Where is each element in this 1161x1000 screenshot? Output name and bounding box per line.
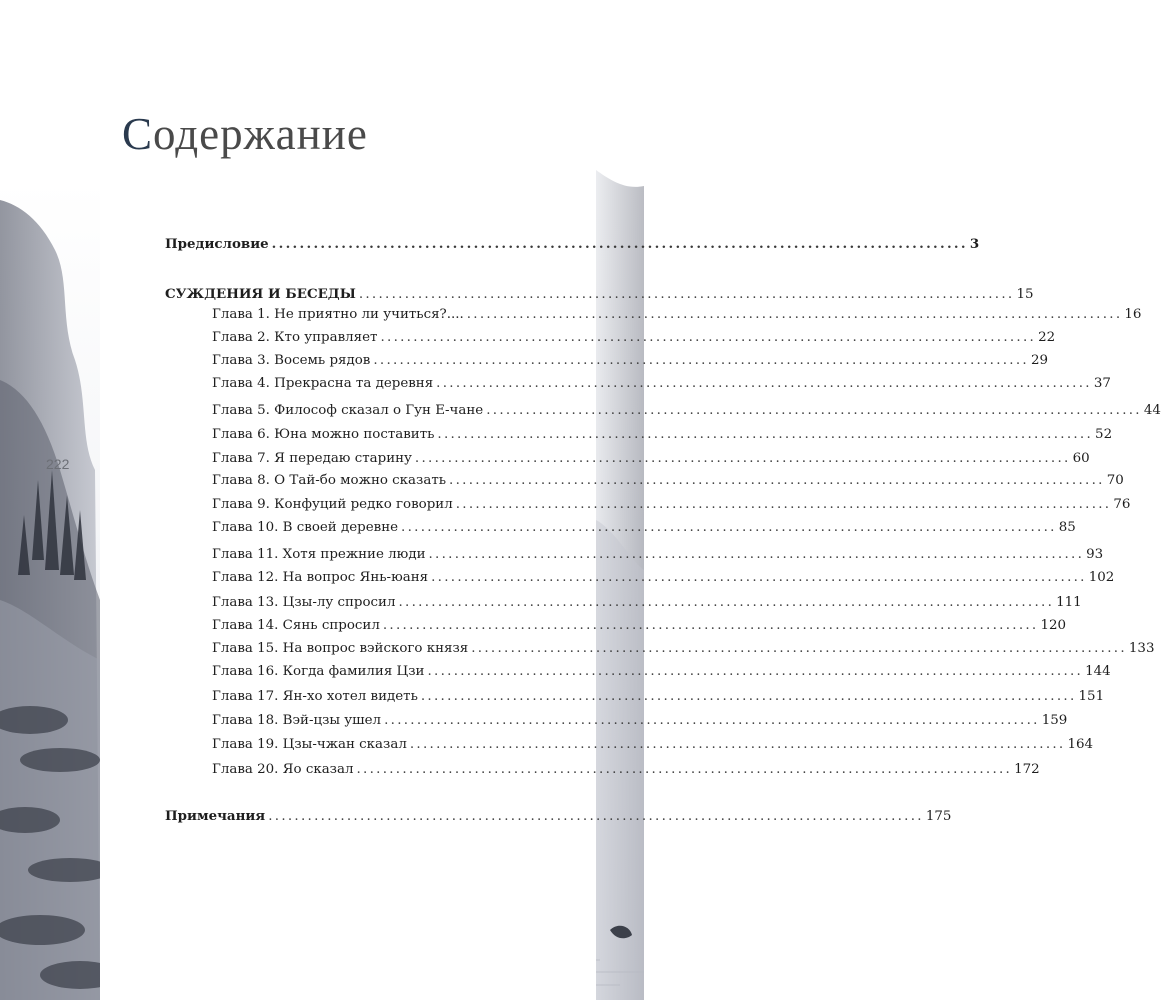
toc-entry-page: 37	[1093, 376, 1111, 391]
title-rest: одержание	[153, 109, 368, 159]
toc-entry-page: 52	[1095, 427, 1113, 442]
toc-entry-page: 3	[969, 236, 980, 252]
dot-leader: ....................................................................................................	[401, 520, 1057, 535]
toc-chapter-entry[interactable]	[212, 373, 1111, 395]
toc-chapter-entry[interactable]	[212, 470, 1124, 492]
toc-entry-page: 22	[1038, 330, 1056, 345]
toc-chapter-entry[interactable]	[212, 327, 1056, 349]
toc-entry-label: Глава 16. Когда фамилия Цзи	[212, 664, 425, 679]
toc-entry-page: 133	[1128, 641, 1155, 656]
toc-chapter-entry[interactable]	[212, 400, 1161, 422]
dot-leader: ....................................................................................................	[431, 570, 1087, 585]
dot-leader: ....................................................................................................	[373, 353, 1029, 368]
toc-entry-page: 16	[1124, 307, 1142, 322]
toc-entry-label: Глава 19. Цзы-чжан сказал	[212, 737, 407, 752]
toc-entry-page: 144	[1085, 664, 1111, 679]
page-number: 222	[46, 456, 70, 472]
toc-chapter-entry[interactable]	[212, 734, 1094, 756]
dot-leader: ....................................................................................................	[409, 737, 1066, 752]
toc-entry-label: Глава 2. Кто управляет	[212, 330, 378, 345]
toc-entry-page: 159	[1041, 713, 1068, 728]
toc-entry-page: 175	[925, 809, 952, 824]
toc-entry-label: Глава 3. Восемь рядов	[212, 353, 371, 368]
toc-entry-label: Глава 9. Конфуций редко говорил	[212, 497, 453, 512]
toc-entry-label: Глава 6. Юна можно поставить	[212, 427, 435, 442]
toc-entry-page: 164	[1067, 737, 1094, 752]
toc-chapter-entry[interactable]	[212, 661, 1111, 683]
toc-chapter-entry[interactable]	[212, 638, 1155, 660]
toc-entry-label: Глава 8. О Тай-бо можно сказать	[212, 473, 447, 488]
toc-chapter-entry[interactable]	[212, 448, 1090, 470]
dot-leader: ....................................................................................................	[437, 427, 1094, 442]
dot-leader: ....................................................................................................	[358, 287, 1015, 302]
dot-leader: ....................................................................................................	[271, 236, 968, 252]
toc-chapter-entry[interactable]	[212, 567, 1115, 589]
toc-entry-label: Глава 11. Хотя прежние люди	[212, 547, 426, 562]
toc-entry-notes[interactable]	[165, 805, 952, 827]
title-initial: С	[122, 109, 154, 159]
dot-leader: ....................................................................................................	[380, 330, 1037, 345]
toc-entry-label: Глава 13. Цзы-лу спросил	[212, 595, 396, 610]
toc-entry-label: Предисловие	[165, 236, 269, 252]
toc-entry-label: Глава 17. Ян-хо хотел видеть	[212, 689, 418, 704]
toc-entry-page: 151	[1078, 689, 1105, 704]
dot-leader: ....................................................................................................	[428, 547, 1085, 562]
toc-entry-page: 102	[1088, 570, 1115, 585]
toc-entry-label: Глава 20. Яо сказал	[212, 762, 354, 777]
dot-leader: ....................................................................................................	[414, 451, 1071, 466]
toc-chapter-entry[interactable]	[212, 615, 1067, 637]
dot-leader: ....................................................................................................	[436, 376, 1092, 391]
toc-entry-page: 85	[1058, 520, 1076, 535]
toc-entry-page: 120	[1040, 618, 1067, 633]
toc-entry-label: Примечания	[165, 808, 266, 824]
toc-entry-label: Глава 12. На вопрос Янь-юаня	[212, 570, 429, 585]
toc-entry-label: Глава 4. Прекрасна та деревня	[212, 376, 434, 391]
toc-entry-preface[interactable]	[165, 233, 980, 255]
dot-leader: ....................................................................................................	[427, 664, 1084, 679]
dot-leader: ....................................................................................................	[382, 618, 1039, 633]
toc-entry-label: Глава 1. Не приятно ли учиться?....	[212, 307, 464, 322]
toc-entry-page: 76	[1113, 497, 1131, 512]
toc-entry-label: Глава 5. Философ сказал о Гун Е-чане	[212, 403, 484, 418]
dot-leader: ....................................................................................................	[398, 595, 1055, 610]
toc-chapter-entry[interactable]	[212, 710, 1068, 732]
toc-chapter-entry[interactable]	[212, 350, 1049, 372]
toc-chapter-entry[interactable]	[212, 686, 1105, 708]
dot-leader: ....................................................................................................	[486, 403, 1142, 418]
toc-chapter-entry[interactable]	[212, 494, 1131, 516]
dot-leader: ....................................................................................................	[420, 689, 1077, 704]
toc-entry-section[interactable]	[165, 283, 1034, 305]
toc-chapter-entry[interactable]	[212, 759, 1040, 781]
dot-leader: ....................................................................................................	[356, 762, 1013, 777]
toc-entry-page: 111	[1056, 595, 1082, 610]
toc-chapter-entry[interactable]	[212, 544, 1104, 566]
dot-leader: ....................................................................................................	[455, 497, 1112, 512]
toc-chapter-entry[interactable]	[212, 517, 1076, 539]
toc-entry-page: 44	[1143, 403, 1161, 418]
dot-leader: ....................................................................................................	[384, 713, 1040, 728]
toc-entry-page: 172	[1014, 762, 1040, 777]
dot-leader: ....................................................................................................	[268, 809, 924, 824]
toc-entry-label: СУЖДЕНИЯ И БЕСЕДЫ	[165, 286, 356, 302]
toc-entry-label: Глава 10. В своей деревне	[212, 520, 399, 535]
dot-leader: ....................................................................................................	[471, 641, 1127, 656]
dot-leader: ....................................................................................................	[466, 307, 1123, 322]
toc-chapter-entry[interactable]	[212, 304, 1142, 326]
toc-entry-page: 15	[1016, 287, 1034, 302]
toc-entry-label: Глава 14. Сянь спросил	[212, 618, 380, 633]
toc-chapter-entry[interactable]	[212, 424, 1113, 446]
toc-entry-page: 29	[1030, 353, 1049, 368]
toc-entry-page: 93	[1086, 547, 1104, 562]
toc-entry-page: 70	[1106, 473, 1124, 488]
dot-leader: ....................................................................................................	[449, 473, 1105, 488]
toc-entry-page: 60	[1072, 451, 1090, 466]
toc-entry-label: Глава 18. Вэй-цзы ушел	[212, 713, 382, 728]
toc-entry-label: Глава 15. На вопрос вэйского князя	[212, 641, 469, 656]
toc-entry-label: Глава 7. Я передаю старину	[212, 451, 412, 466]
toc-chapter-entry[interactable]	[212, 592, 1082, 614]
